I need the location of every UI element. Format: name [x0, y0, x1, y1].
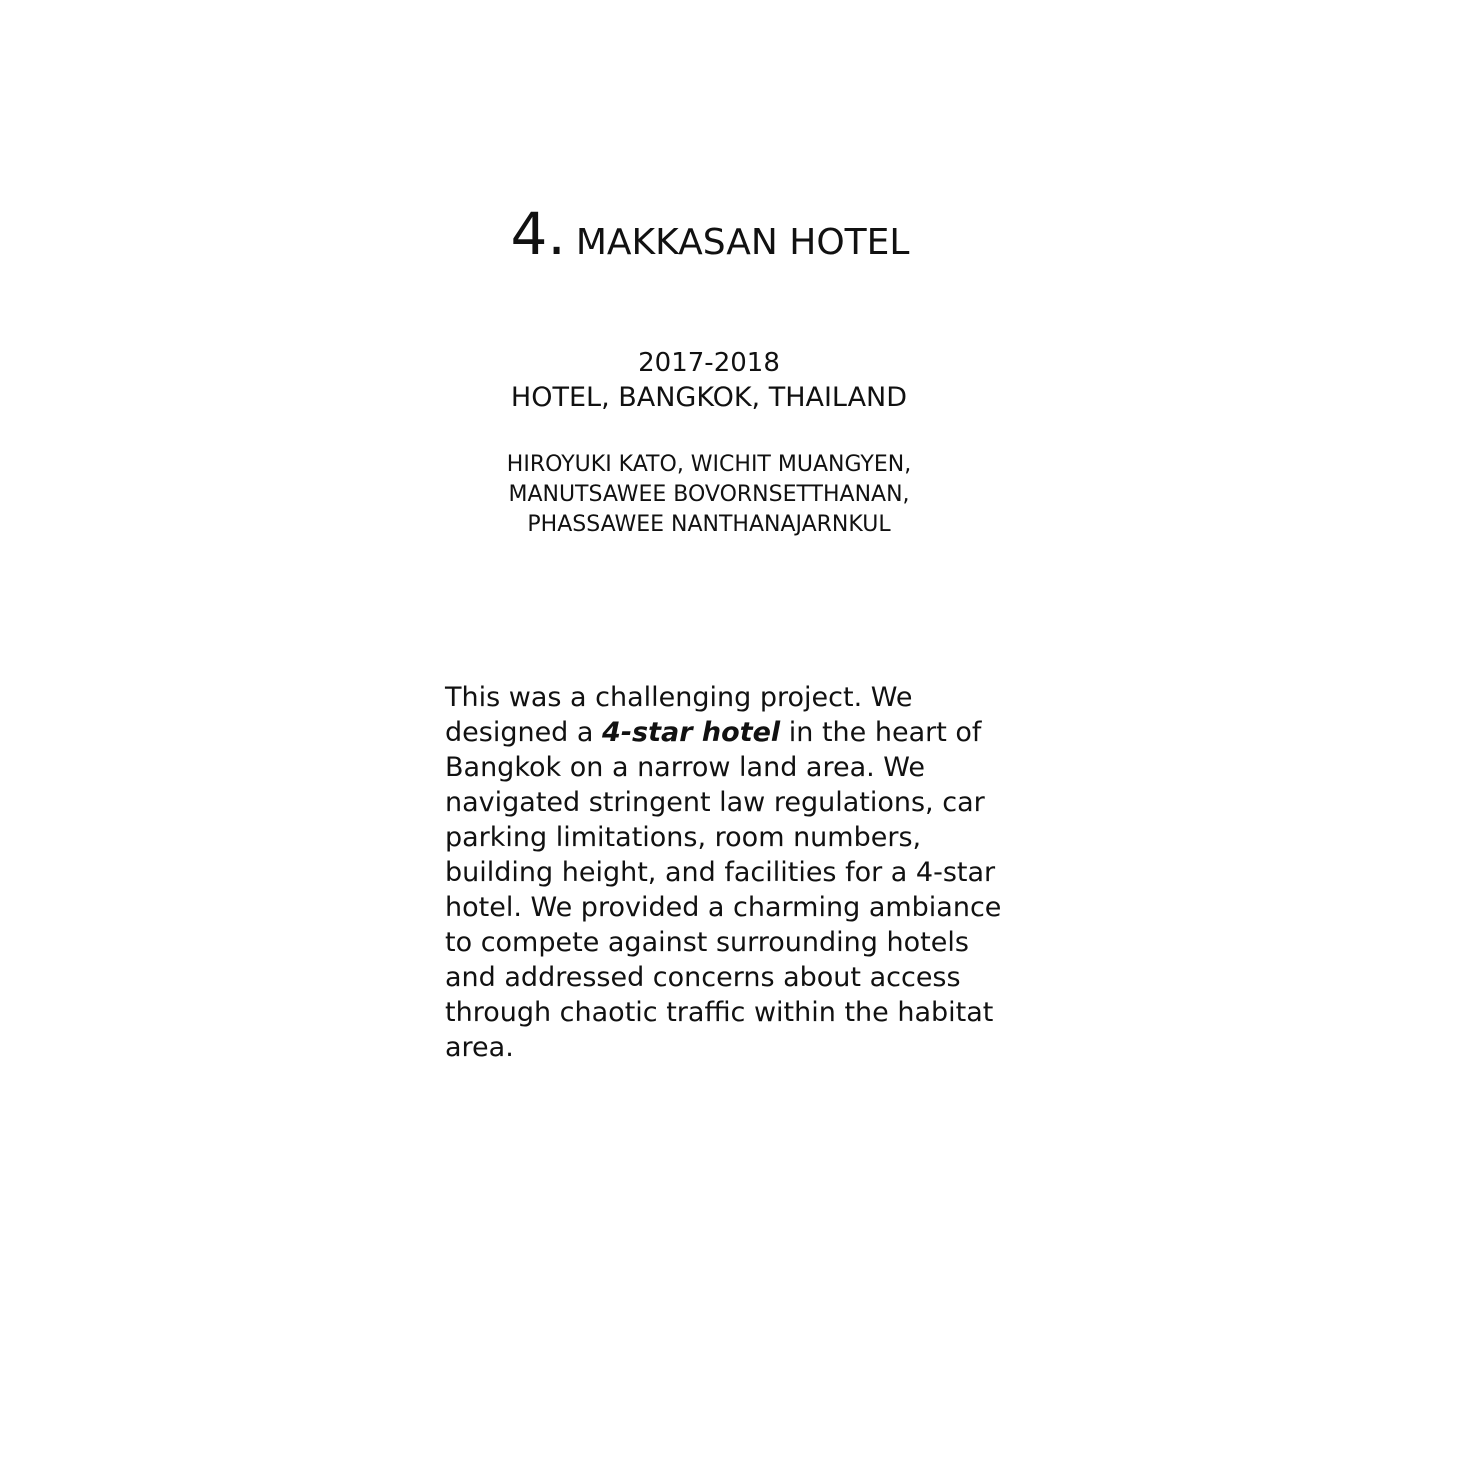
description-line: parking limitations, room numbers,	[445, 822, 922, 853]
description-line: navigated stringent law regulations, car	[445, 787, 985, 818]
description-line: to compete against surrounding hotels	[445, 927, 969, 958]
description-line: building height, and facilities for a 4-star	[445, 857, 996, 888]
team-line: MANUTSAWEE BOVORNSETTHANAN,	[508, 482, 910, 507]
page-title	[0, 200, 1420, 268]
project-years: 2017-2018	[638, 348, 780, 378]
description-line: through chaotic traffic within the habitat	[445, 997, 994, 1028]
project-number: 4.	[510, 200, 566, 268]
project-description	[445, 680, 1002, 1065]
description-line	[445, 715, 990, 750]
project-type-location: HOTEL, BANGKOK, THAILAND	[510, 382, 908, 413]
description-line: and addressed concerns about access	[445, 962, 961, 993]
project-name: MAKKASAN HOTEL	[575, 222, 910, 263]
team-credits	[0, 450, 1418, 540]
description-line: Bangkok on a narrow land area. We	[445, 752, 926, 783]
description-text: designed a	[445, 717, 603, 748]
team-line: PHASSAWEE NANTHANAJARNKUL	[527, 512, 891, 537]
description-line: area.	[445, 1032, 514, 1063]
emphasis-text: 4-star hotel	[602, 717, 781, 748]
team-line: HIROYUKI KATO, WICHIT MUANGYEN,	[506, 452, 912, 477]
description-line: hotel. We provided a charming ambiance	[445, 892, 1002, 923]
description-text: in the heart of	[780, 717, 982, 748]
description-line: This was a challenging project. We	[445, 682, 913, 713]
